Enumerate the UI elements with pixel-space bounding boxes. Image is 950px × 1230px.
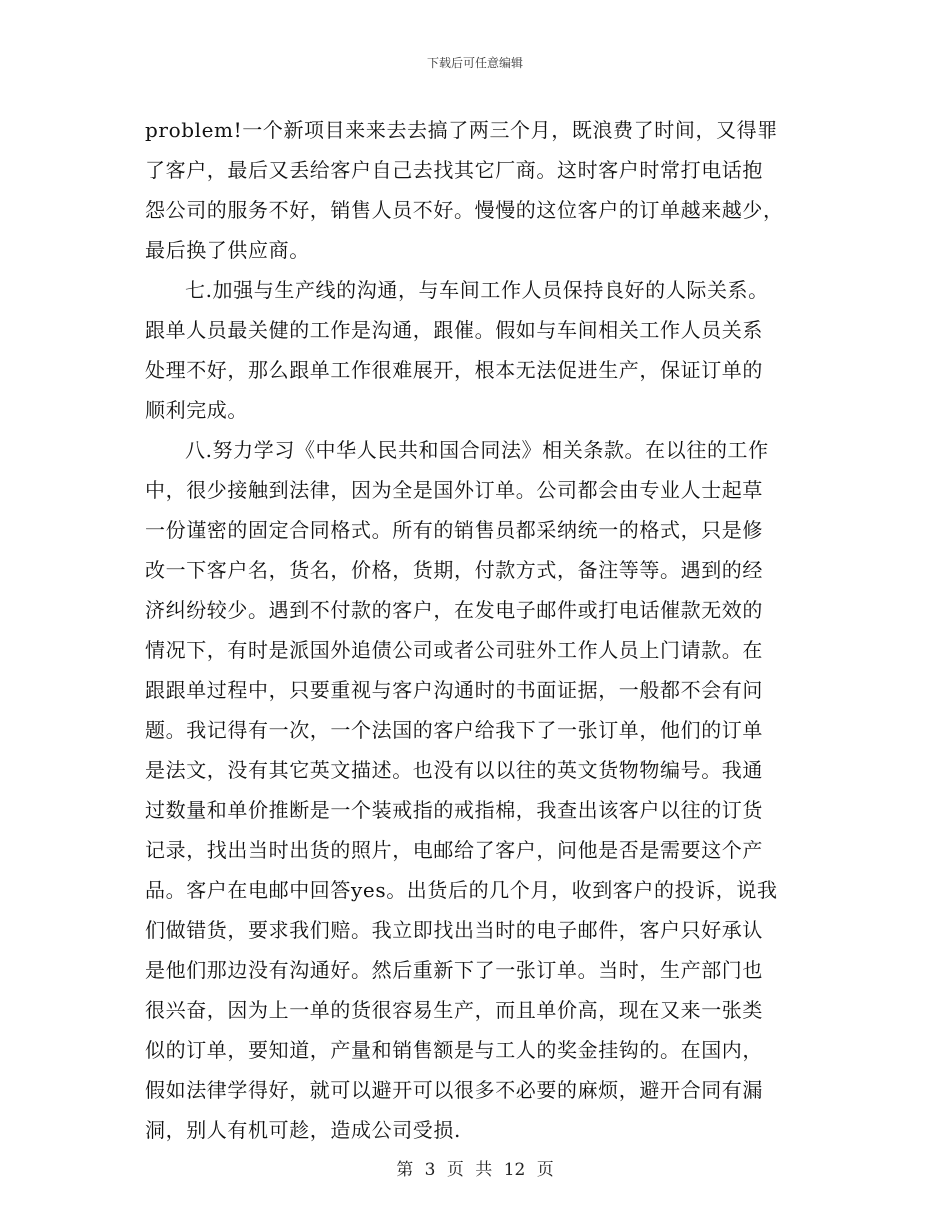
page-number-footer: 第 3 页 共 12 页 [396,1160,554,1180]
text-line: 怨公司的服务不好，销售人员不好。慢慢的这位客户的订单越来越少， [145,198,784,222]
text-line: 题。我记得有一次，一个法国的客户给我下了一张订单，他们的订单 [145,718,763,742]
text-line: 很兴奋，因为上一单的货很容易生产，而且单价高，现在又来一张类 [145,998,763,1022]
text-line: problem!一个新项目来来去去搞了两三个月，既浪费了时间，又得罪 [145,118,778,142]
text-line: 记录，找出当时出货的照片，电邮给了客户，问他是否是需要这个产 [145,838,763,862]
text-line: 最后换了供应商。 [145,238,310,262]
paragraph-heading-seven: 七.加强与生产线的沟通，与车间工作人员保持良好的人际关系。 [185,278,769,302]
text-line: 洞，别人有机可趁，造成公司受损. [145,1118,461,1142]
text-line: 跟单人员最关健的工作是沟通，跟催。假如与车间相关工作人员关系 [145,318,763,342]
text-line: 似的订单，要知道，产量和销售额是与工人的奖金挂钩的。在国内， [145,1038,763,1062]
text-line: 改一下客户名，货名，价格，货期，付款方式，备注等等。遇到的经 [145,558,763,582]
text-line: 顺利完成。 [145,398,248,422]
text-line: 济纠纷较少。遇到不付款的客户，在发电子邮件或打电话催款无效的 [145,598,763,622]
text-line: 一份谨密的固定合同格式。所有的销售员都采纳统一的格式，只是修 [145,518,763,542]
text-line: 假如法律学得好，就可以避开可以很多不必要的麻烦，避开合同有漏 [145,1078,763,1102]
page-header: 下载后可任意编辑 [426,56,523,70]
paragraph-heading-eight: 八.努力学习《中华人民共和国合同法》相关条款。在以往的工作 [185,438,769,462]
text-line: 是他们那边没有沟通好。然后重新下了一张订单。当时，生产部门也 [145,958,763,982]
text-line: 中，很少接触到法律，因为全是国外订单。公司都会由专业人士起草 [145,478,763,502]
text-line: 跟跟单过程中，只要重视与客户沟通时的书面证据，一般都不会有问 [145,678,763,702]
text-line: 是法文，没有其它英文描述。也没有以以往的英文货物物编号。我通 [145,758,763,782]
text-line: 们做错货，要求我们赔。我立即找出当时的电子邮件，客户只好承认 [145,918,763,942]
text-line: 过数量和单价推断是一个装戒指的戒指棉，我查出该客户以往的订货 [145,798,763,822]
text-line: 处理不好，那么跟单工作很难展开，根本无法促进生产，保证订单的 [145,358,763,382]
text-line: 了客户，最后又丢给客户自己去找其它厂商。这时客户时常打电话抱 [145,158,763,182]
text-line: 情况下，有时是派国外追债公司或者公司驻外工作人员上门请款。在 [145,638,763,662]
text-line: 品。客户在电邮中回答yes。出货后的几个月，收到客户的投诉，说我 [145,878,778,902]
